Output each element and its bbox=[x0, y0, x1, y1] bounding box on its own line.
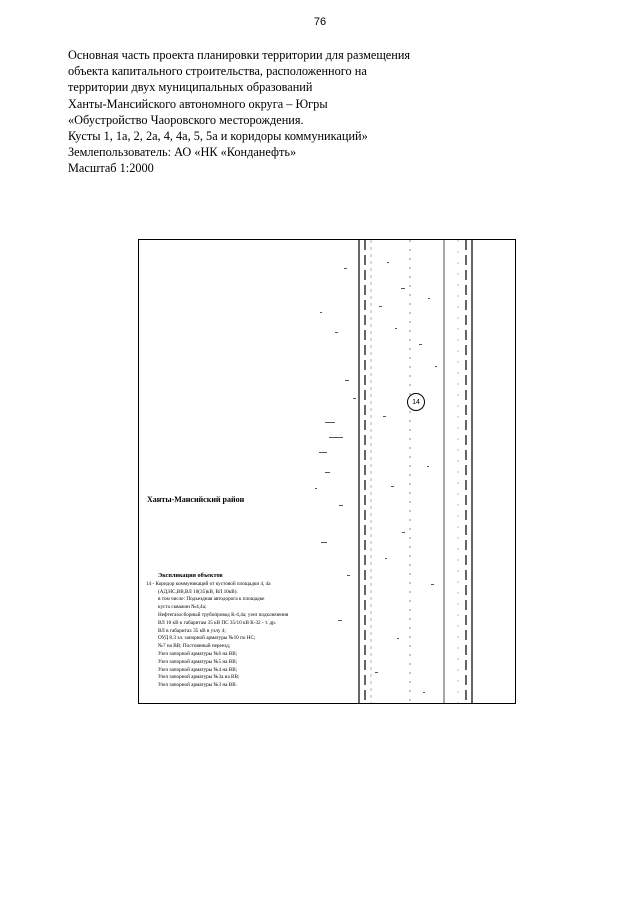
legend-line: куста скважин №4,4а; bbox=[158, 604, 207, 611]
header-line: территории двух муниципальных образований bbox=[68, 80, 313, 95]
object-marker: 14 bbox=[407, 393, 425, 411]
header-line: Масштаб 1:2000 bbox=[68, 161, 154, 176]
header-line: «Обустройство Чаоровского месторождения. bbox=[68, 112, 304, 127]
document-header bbox=[68, 47, 488, 177]
legend-line: ВЛ в габаритах 35 кВ в узлу 4; bbox=[158, 627, 226, 634]
legend-line: ВЛ 10 кВ к габаритам 35 кВ ПС 35/10 кВ К-32 - т. др. bbox=[158, 619, 276, 626]
legend-line: (АД,НС,ВВ,ВЛ 10(35)кВ, ВЛ 10кВ). bbox=[158, 588, 238, 595]
header-line: Кусты 1, 1а, 2, 2а, 4, 4а, 5, 5а и коридоры коммуникаций» bbox=[68, 129, 368, 144]
legend-line: №7 на ВВ; Постоянный переезд; bbox=[158, 643, 231, 650]
header-line: Ханты-Мансийского автономного округа – Югры bbox=[68, 96, 328, 111]
legend-line: Узел запорной арматуры №6 на ВВ; bbox=[158, 650, 238, 657]
header-line: Землепользователь: АО «НК «Конданефть» bbox=[68, 145, 297, 160]
legend-line: 14 - Коридор коммуникаций от кустовой площадки 4, 4а bbox=[146, 580, 271, 587]
planning-map bbox=[138, 239, 516, 704]
district-label: Ханты-Мансийский район bbox=[147, 495, 245, 504]
legend bbox=[146, 572, 358, 690]
legend-line: Узел запорной арматуры №3а на ВВ; bbox=[158, 674, 240, 681]
legend-line: в том числе: Подъездная автодорога к площадке bbox=[158, 596, 265, 603]
legend-title: Экспликация объектов bbox=[158, 572, 223, 579]
header-line: объекта капитального строительства, расположенного на bbox=[68, 64, 367, 79]
page-number: 76 bbox=[313, 16, 327, 28]
legend-line: Узел запорной арматуры №3 на ВВ. bbox=[158, 682, 237, 689]
header-line: Основная часть проекта планировки территории для размещения bbox=[68, 48, 411, 62]
legend-line: Узел запорной арматуры №5 на ВВ; bbox=[158, 658, 238, 665]
legend-line: Узел запорной арматуры №4 на ВВ; bbox=[158, 666, 238, 673]
legend-line: ОУД 8.3 эл. запорной арматуры №10 по НС; bbox=[158, 635, 256, 642]
legend-line: Нефтегазосборный трубопровод К-4,4а; узел подключения bbox=[158, 611, 289, 618]
